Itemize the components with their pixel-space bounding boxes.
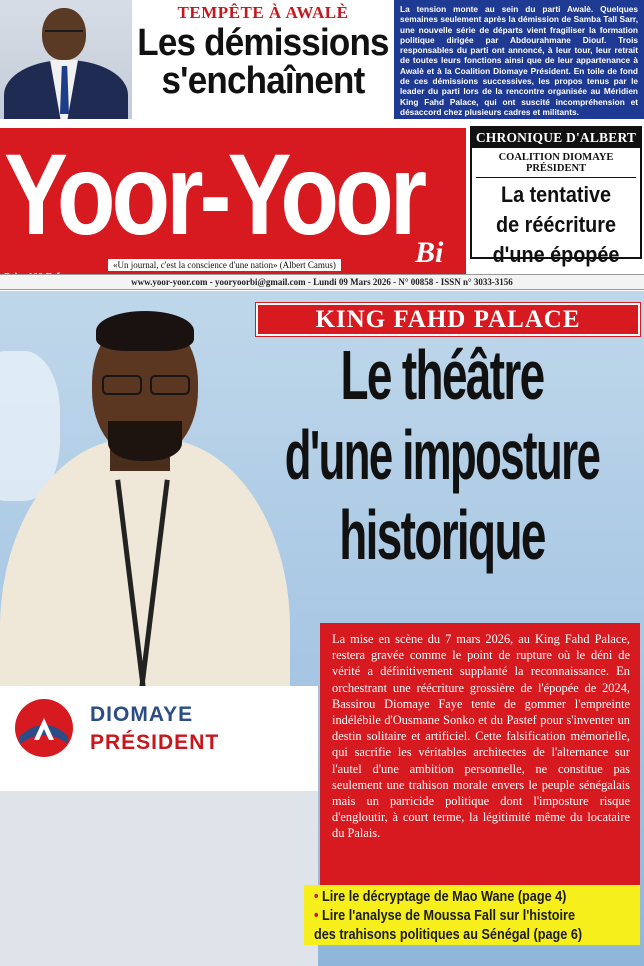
top-story-blurb: La tension monte au sein du parti Awalè. Quelques semaines seulement après la démission de Samba Tall Sarr, une nouvelle série de départs vient fragiliser la formation politique dirigée par Abdourahmane Diouf. Trois responsables du parti ont annoncé, à leur tour, leur retrait de toutes leurs fonctions ainsi que de leur appartenance à Awalè et à la Coalition Diomaye Président. En toile de fond de ces démissions successives, les propos tenus par le leader du parti lors de la rencontre organisée au Méridien King Fahd Palace, qui ont suscité incompréhension et désaccord chez plusieurs cadres et militants.	[394, 0, 644, 119]
main-headline-line2: d'une imposture	[284, 415, 600, 494]
top-story	[0, 0, 644, 119]
issue-info-line: www.yoor-yoor.com - yooryoorbi@gmail.com - Lundi 09 Mars 2026 - N° 00858 - ISSN n° 3033-3156	[0, 274, 644, 290]
top-story-headline-line1: Les démissions	[137, 21, 389, 64]
top-story-photo	[0, 0, 132, 119]
podium-name: DIOMAYE	[90, 703, 194, 726]
masthead-banner	[0, 128, 466, 281]
reference-text: Lire le décryptage de Mao Wane (page 4)	[321, 889, 567, 905]
masthead	[0, 122, 644, 287]
newspaper-logo: Yoor-Yoor	[4, 130, 424, 260]
reference-line[interactable]	[314, 888, 596, 907]
chronicle-headline-line2: de réécriture	[496, 212, 616, 237]
coalition-logo-icon	[12, 696, 76, 760]
main-story-lead: La mise en scène du 7 mars 2026, au King Fahd Palace, restera gravée comme le point de rupture où le déni de vérité a définitivement supplanté la reconnaissance. En orchestrant une réécriture grossière de l'épopée de 2024, Bassirou Diomaye Faye tente de gommer l'empreinte indélébile d'Ousmane Sonko et du Pastef pour s'inventer un destin solitaire et artificiel. Cette falsification mémorielle, qui sacrifie les véritables architectes de l'alternance sur l'autel d'une ambition personnelle, ne constitue pas seulement une trahison morale envers le peuple sénégalais mais un parricide politique dont l'imposture risque d'engloutir, à court terme, la légitimité même du locataire du Palais.	[320, 623, 640, 905]
reference-line[interactable]	[314, 907, 596, 926]
newspaper-motto: «Un journal, c'est la conscience d'une nation» (Albert Camus)	[108, 259, 341, 271]
top-story-headline-line2: s'enchaînent	[161, 59, 365, 102]
chronicle-title: CHRONIQUE D'ALBERT	[472, 128, 640, 148]
chronicle-box	[470, 126, 642, 267]
chronicle-subtitle: COALITION DIOMAYE PRÉSIDENT	[476, 152, 636, 178]
newspaper-logo-suffix: Bi	[415, 236, 444, 269]
reference-text: des trahisons politiques au Sénégal (page 6)	[314, 927, 583, 943]
main-story-headline	[240, 335, 644, 575]
bullet-icon: •	[314, 889, 319, 905]
main-headline-line1: Le théâtre	[340, 335, 544, 414]
speaker-glasses	[100, 375, 192, 395]
reference-text: Lire l'analyse de Moussa Fall sur l'histoire	[321, 908, 576, 924]
reference-line-continued	[314, 926, 596, 945]
podium-title: PRÉSIDENT	[90, 731, 220, 754]
main-story	[0, 291, 644, 966]
chronicle-headline-line1: La tentative	[500, 182, 612, 207]
chronicle-headline-line3: d'une épopée	[492, 242, 620, 267]
main-headline-line3: historique	[339, 495, 545, 574]
top-story-headline-box	[132, 0, 394, 119]
page-references	[304, 885, 640, 945]
main-story-kicker: KING FAHD PALACE	[256, 303, 640, 336]
top-story-kicker: TEMPÊTE À AWALÈ	[177, 3, 349, 22]
podium-base	[0, 791, 318, 966]
bullet-icon: •	[314, 908, 319, 924]
